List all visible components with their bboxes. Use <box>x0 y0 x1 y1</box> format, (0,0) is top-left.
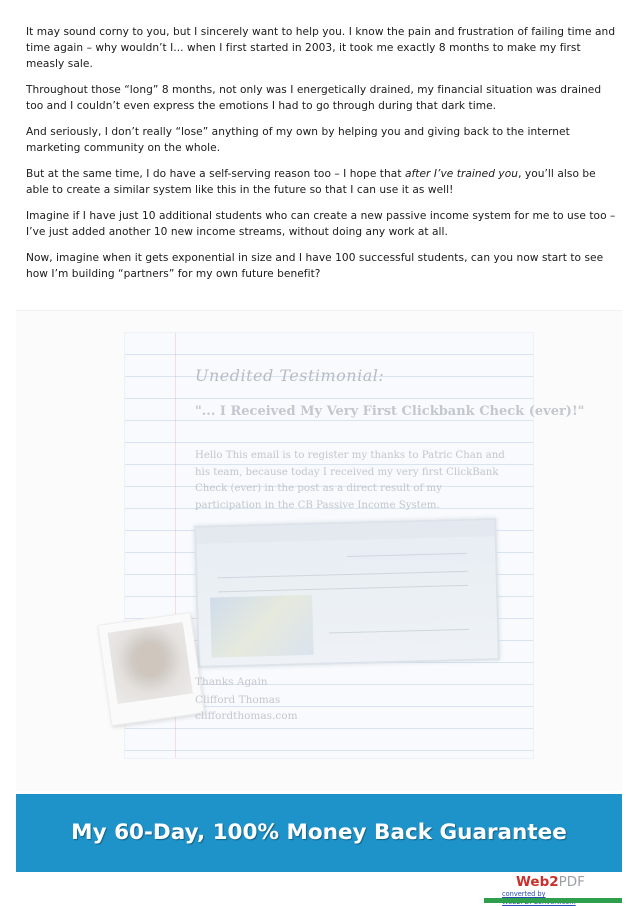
check-line <box>218 585 468 593</box>
testimonial-website: cliffordthomas.com <box>195 710 298 722</box>
customer-portrait <box>108 622 193 704</box>
paragraph-4-tail: , you’ll also be able to create a similar system like this in the future so that I can use it as well! <box>26 168 596 196</box>
web2pdf-logo <box>516 874 585 890</box>
check-line <box>347 553 467 557</box>
article-body <box>26 24 616 292</box>
guarantee-banner <box>16 794 622 872</box>
paragraph-4-lead: But at the same time, I do have a self-serving reason too – I hope that <box>26 168 405 180</box>
web2pdf-watermark[interactable] <box>500 874 620 900</box>
testimonial-sign-off: Thanks Again <box>195 676 268 688</box>
portrait-head <box>134 641 166 679</box>
web2pdf-link[interactable]: converted by <box>502 890 546 898</box>
testimonial-name: Clifford Thomas <box>195 694 281 706</box>
paragraph-3: And seriously, I don’t really “lose” anything of my own by helping you and giving back to the internet marketing community on the whole. <box>26 126 570 154</box>
bottom-accent-bar <box>484 898 622 903</box>
paragraph-4-emphasis: after I’ve trained you <box>404 168 519 180</box>
paragraph-1: It may sound corny to you, but I sincerely want to help you. I know the pain and frustration of failing time and time again – why wouldn’t I... when I first started in 2003, it took me exactly 8 months to make my first measly sale. <box>26 26 616 70</box>
paragraph-6: Now, imagine when it gets exponential in size and I have 100 successful students, can you now start to see how I’m building “partners” for my own future benefit? <box>26 252 604 280</box>
guarantee-title: My 60-Day, 100% Money Back Guarantee <box>71 820 567 845</box>
logo-text-pdf: PDF <box>558 874 585 890</box>
testimonial-headline: "... I Received My Very First Clickbank Check (ever)!" <box>195 404 585 419</box>
check-photo-strip <box>210 595 314 658</box>
paragraph-5: Imagine if I have just 10 additional students who can create a new passive income system for me to use too – I’ve just added another 10 new income streams, without doing any work at all. <box>26 210 616 238</box>
check-line <box>218 571 468 579</box>
paragraph-2: Throughout those “long” 8 months, not only was I energetically drained, my financial situation was drained too and I couldn’t even express the emotions I had to go through during that dark time. <box>26 84 602 112</box>
testimonial-heading: Unedited Testimonial: <box>195 366 385 385</box>
clickbank-check-image <box>194 518 500 668</box>
check-line <box>329 629 469 634</box>
customer-photo <box>97 612 204 726</box>
logo-text-web2: Web2 <box>516 874 559 890</box>
paragraph-4 <box>26 166 616 198</box>
testimonial-body: Hello This email is to register my thanks to Patric Chan and his team, because today I received my very first ClickBank Check (ever) in the post as a direct result of my participation in the CB Passive Income System. <box>195 450 505 511</box>
